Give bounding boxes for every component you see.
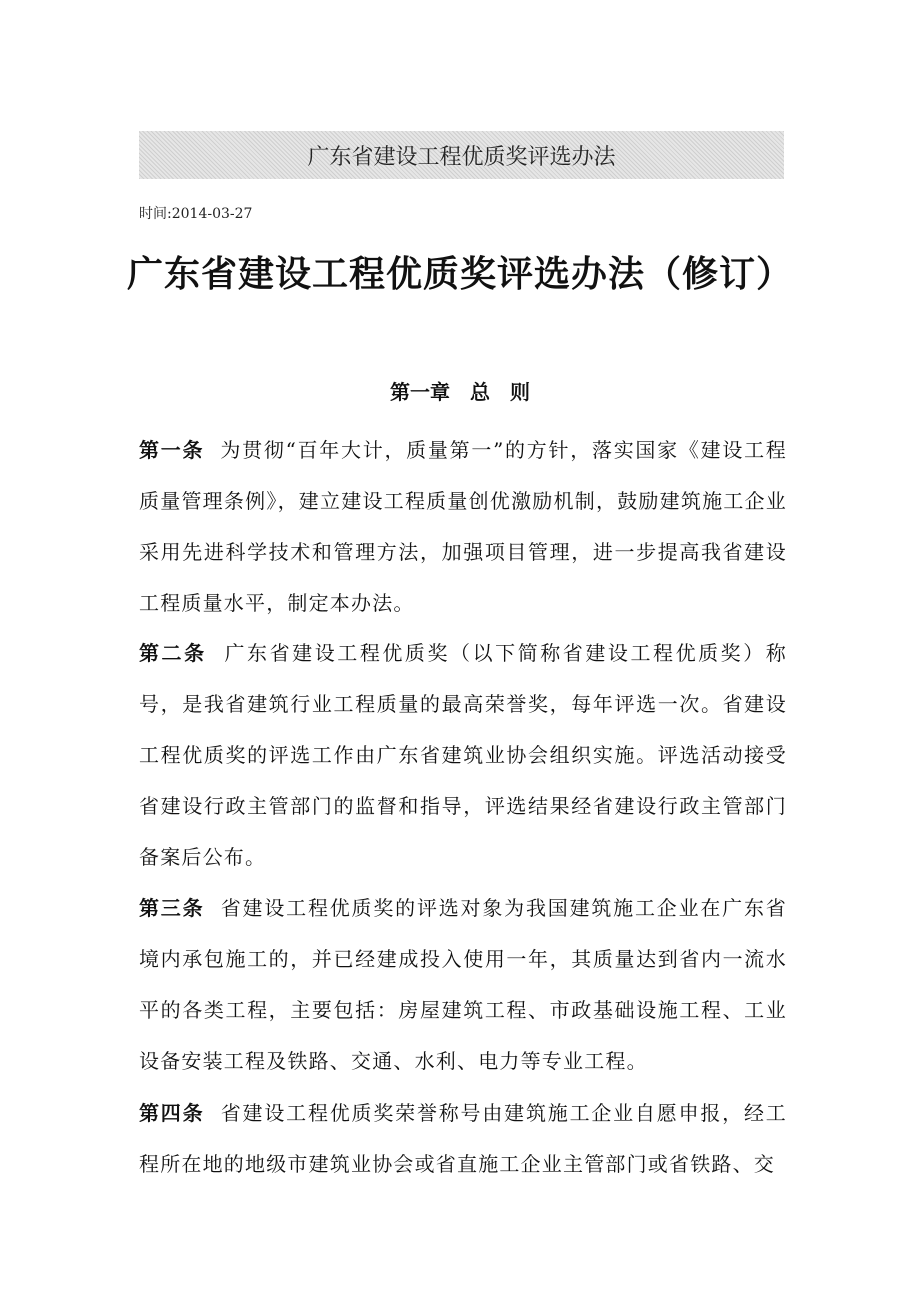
banner-title-text: 广东省建设工程优质奖评选办法 — [307, 144, 616, 170]
chapter-name: 总 则 — [470, 380, 530, 404]
article-4 — [139, 1088, 787, 1190]
article-3 — [139, 883, 787, 1087]
article-text: 省建设工程优质奖荣誉称号由建筑施工企业自愿申报，经工程所在地的地级市建筑业协会或省直施工企业主管部门或省铁路、交 — [139, 1101, 787, 1176]
chapter-heading — [0, 376, 920, 405]
banner-title — [139, 131, 784, 179]
article-text: 省建设工程优质奖的评选对象为我国建筑施工企业在广东省境内承包施工的，并已经建成投入使用一年，其质量达到省内一流水平的各类工程，主要包括：房屋建筑工程、市政基础设施工程、工业设备安装工程及铁路、交通、水利、电力等专业工程。 — [139, 896, 787, 1073]
time-value: 2014-03-27 — [171, 206, 253, 222]
article-2 — [139, 628, 787, 883]
article-text: 为贯彻“百年大计，质量第一”的方针，落实国家《建设工程质量管理条例》，建立建设工程质量创优激励机制，鼓励建筑施工企业采用先进科学技术和管理方法，加强项目管理，进一步提高我省建设工程质量水平，制定本办法。 — [139, 438, 787, 615]
article-label: 第一条 — [139, 438, 205, 462]
chapter-number: 第一章 — [390, 380, 450, 404]
publish-time — [139, 203, 252, 223]
article-text: 广东省建设工程优质奖（以下简称省建设工程优质奖）称号，是我省建筑行业工程质量的最高荣誉奖，每年评选一次。省建设工程优质奖的评选工作由广东省建筑业协会组织实施。评选活动接受省建设行政主管部门的监督和指导，评选结果经省建设行政主管部门备案后公布。 — [139, 641, 787, 869]
article-label: 第二条 — [139, 641, 207, 665]
article-label: 第四条 — [139, 1101, 205, 1125]
time-label: 时间: — [139, 206, 172, 222]
document-title: 广东省建设工程优质奖评选办法（修订） — [126, 253, 793, 295]
article-1 — [139, 425, 787, 629]
article-label: 第三条 — [139, 896, 205, 920]
